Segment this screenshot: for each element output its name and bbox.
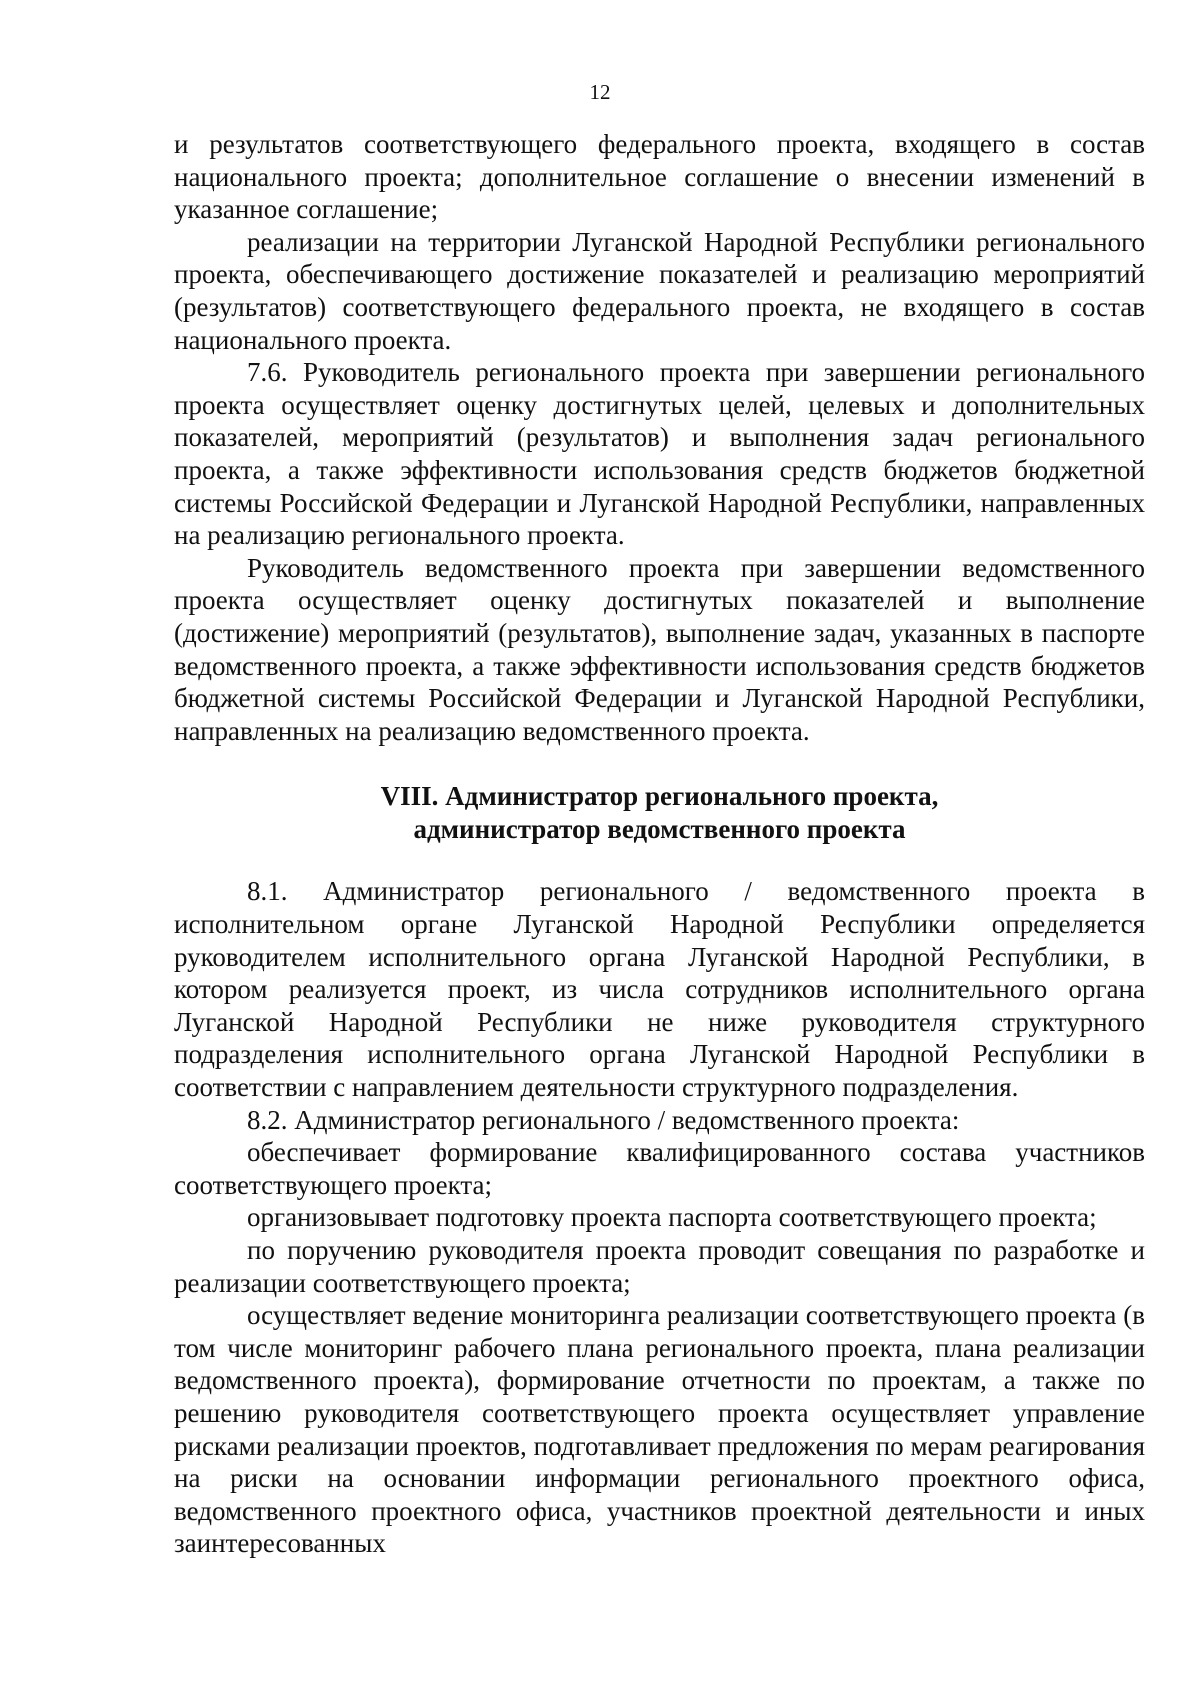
paragraph: по поручению руководителя проекта проводит совещания по разработке и реализации соответствующего проекта; (174, 1235, 1145, 1298)
paragraph: организовывает подготовку проекта паспорта соответствующего проекта; (247, 1202, 1097, 1233)
paragraph: обеспечивает формирование квалифицированного состава участников соответствующего проекта; (174, 1137, 1145, 1200)
section-heading (174, 747, 1145, 875)
document-body (174, 128, 1145, 1560)
paragraph: 8.2. Администратор регионального / ведомственного проекта: (247, 1104, 960, 1135)
paragraph: и результатов соответствующего федерального проекта, входящего в состав национального проекта; дополнительное соглашение о внесении изменений в указанное соглашение; (174, 129, 1145, 225)
paragraph: 8.1. Администратор регионального / ведомственного проекта в исполнительном органе Луганской Народной Республики определяется руководителем исполнительного органа Луганской Народной Республики, в котором реализуется проект, из числа сотрудников исполнительного органа Луганской Народной Республики не ниже руководителя структурного подразделения исполнительного органа Луганской Народной Республики в соответствии с направлением деятельности структурного подразделения. (174, 876, 1145, 1103)
paragraph: Руководитель ведомственного проекта при завершении ведомственного проекта осуществляет оценку достигнутых показателей и выполнение (достижение) мероприятий (результатов), выполнение задач, указанных в паспорте ведомственного проекта, а также эффективности использования средств бюджетов бюджетной системы Российской Федерации и Луганской Народной Республики, направленных на реализацию ведомственного проекта. (174, 552, 1145, 746)
page-number: 12 (589, 80, 611, 104)
paragraph: осуществляет ведение мониторинга реализации соответствующего проекта (в том числе мониторинг рабочего плана регионального проекта, плана реализации ведомственного проекта), формирование отчетности по проектам, а также по решению руководителя соответствующего проекта осуществляет управление рисками реализации проектов, подготавливает предложения по мерам реагирования на риски на основании информации регионального проектного офиса, ведомственного проектного офиса, участников проектной деятельности и иных заинтересованных (174, 1300, 1145, 1559)
paragraph: 7.6. Руководитель регионального проекта при завершении регионального проекта осуществляет оценку достигнутых целей, целевых и дополнительных показателей, мероприятий (результатов) и выполнения задач регионального проекта, а также эффективности использования средств бюджетов бюджетной системы Российской Федерации и Луганской Народной Республики, направленных на реализацию регионального проекта. (174, 357, 1145, 551)
section-heading-line-2: администратор ведомственного проекта (413, 813, 906, 844)
section-heading-line-1: VIII. Администратор регионального проекта, (380, 781, 939, 812)
paragraph: реализации на территории Луганской Народной Республики регионального проекта, обеспечивающего достижение показателей и реализацию мероприятий (результатов) соответствующего федерального проекта, не входящего в состав национального проекта. (174, 226, 1145, 355)
